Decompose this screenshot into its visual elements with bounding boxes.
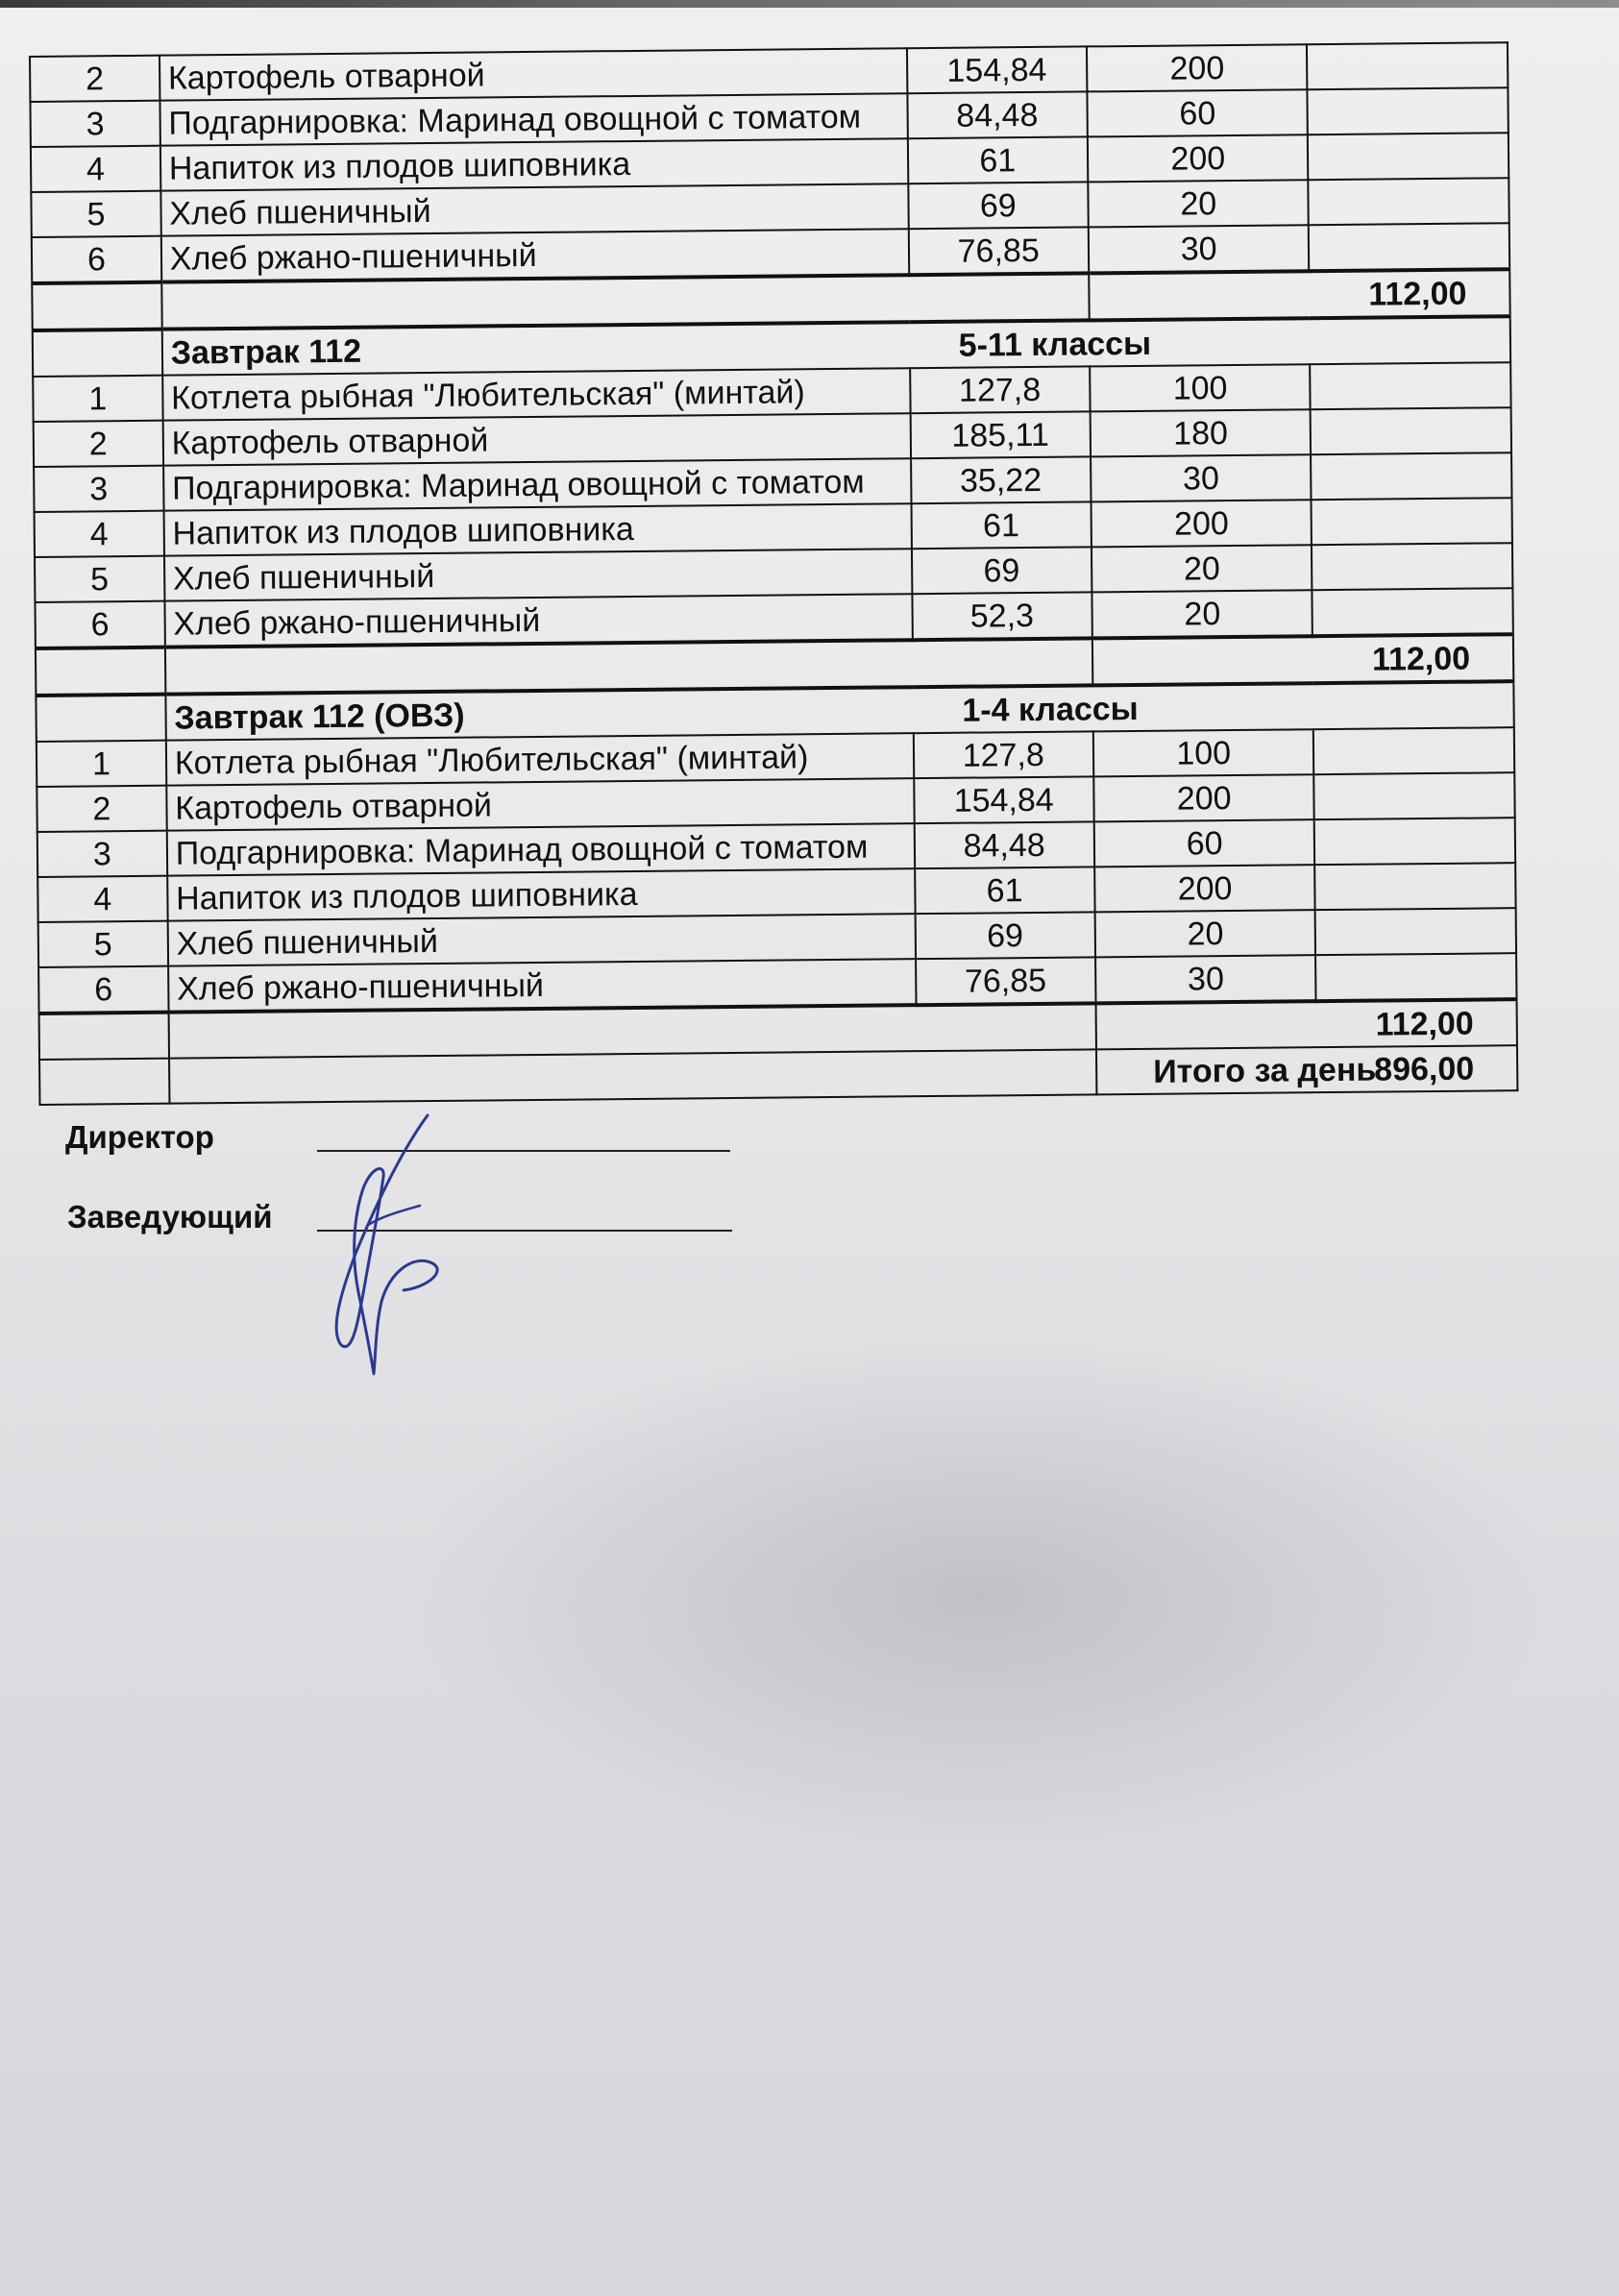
empty-cell [39,1013,169,1060]
item-name: Картофель отварной [166,778,914,830]
empty-cell [36,647,165,696]
item-number: 5 [38,921,168,967]
item-name: Хлеб пшеничный [164,549,912,600]
item-portion: 60 [1094,819,1315,867]
item-name: Картофель отварной [162,413,910,465]
item-name: Хлеб ржано-пшеничный [168,959,916,1012]
item-portion: 200 [1091,500,1312,547]
item-price: 84,48 [907,91,1088,138]
item-name: Котлета рыбная "Любительская" (минтай) [166,733,914,785]
section-subtotal: 112,00 [1092,634,1514,685]
item-portion: 100 [1093,729,1314,776]
empty-cell [1309,223,1509,271]
empty-cell [1309,178,1509,225]
item-number: 4 [37,876,167,922]
item-number: 5 [31,191,160,237]
section-subtotal: 112,00 [1089,269,1510,320]
empty-cell [32,282,161,330]
item-price: 127,8 [910,366,1091,413]
section-grades: 5-11 классы [958,325,1152,364]
item-price: 76,85 [916,957,1096,1005]
item-name: Котлета рыбная "Любительская" (минтай) [162,368,910,420]
item-number: 4 [31,146,160,192]
item-portion: 200 [1087,44,1308,91]
item-name: Хлеб ржано-пшеничный [161,229,909,281]
item-portion: 30 [1091,454,1312,501]
item-price: 84,48 [914,821,1094,868]
item-price: 52,3 [912,592,1092,640]
item-number: 2 [34,421,163,467]
empty-cell [1311,407,1511,454]
empty-cell [1307,42,1508,89]
empty-cell [1315,863,1516,910]
item-price: 69 [911,547,1092,594]
item-number: 1 [33,376,162,422]
section-title: Завтрак 112 [170,332,362,372]
item-price: 154,84 [906,46,1087,93]
lighting-shadow [404,1326,1557,1864]
item-number: 6 [38,966,168,1014]
item-name: Напиток из плодов шиповника [167,868,915,920]
item-name: Подгарнировка: Маринад овощной с томатом [159,93,907,145]
empty-cell [169,1049,1097,1103]
item-price: 76,85 [908,227,1089,275]
item-portion: 200 [1094,865,1315,912]
section-grades: 1-4 классы [962,690,1139,729]
item-number: 3 [37,831,167,877]
menu-table-body [30,42,1517,1105]
menu-table [29,41,1518,1106]
item-price: 61 [907,136,1088,183]
empty-cell [1312,543,1512,590]
item-portion: 20 [1088,180,1309,227]
item-number: 6 [35,601,164,648]
item-portion: 20 [1092,590,1312,638]
empty-cell [1311,362,1511,409]
item-name: Картофель отварной [159,48,907,100]
day-total-value: 896,00 [1374,1050,1475,1088]
handwritten-signature [312,1110,456,1379]
empty-cell [1314,818,1515,865]
empty-cell [1316,953,1517,1001]
item-portion: 20 [1092,545,1312,592]
item-number: 2 [37,786,166,832]
item-price: 185,11 [910,411,1091,458]
item-price: 69 [908,182,1089,229]
section-title: Завтрак 112 (ОВЗ) [174,696,465,737]
day-total-cell [1096,1045,1517,1094]
day-total-label: Итого за день [1153,1051,1377,1090]
item-name: Хлеб ржано-пшеничный [164,594,912,647]
empty-cell [1313,727,1514,774]
item-portion: 200 [1088,134,1309,182]
item-price: 35,22 [911,456,1092,503]
item-portion: 30 [1089,225,1310,273]
page-top-edge [0,0,1619,8]
item-number: 5 [35,556,164,602]
item-number: 3 [30,101,159,147]
item-portion: 30 [1095,955,1316,1003]
empty-cell [1312,588,1513,636]
item-number: 4 [35,511,164,557]
item-price: 154,84 [914,776,1094,823]
item-name: Подгарнировка: Маринад овощной с томатом [163,458,911,510]
item-number: 6 [32,236,161,283]
item-portion: 200 [1093,774,1314,821]
item-name: Подгарнировка: Маринад овощной с томатом [167,823,915,875]
item-number: 2 [30,56,159,102]
empty-cell [1314,772,1515,819]
manager-label: Заведующий [67,1199,273,1234]
item-portion: 60 [1087,89,1308,136]
item-name: Хлеб пшеничный [167,914,915,965]
item-name: Напиток из плодов шиповника [160,138,908,190]
item-price: 61 [915,867,1095,914]
item-price: 61 [911,501,1092,549]
section-subtotal: 112,00 [1095,999,1517,1049]
item-portion: 20 [1095,910,1316,957]
item-number: 1 [37,741,166,787]
item-number: 3 [34,466,163,512]
empty-cell [36,695,165,742]
empty-cell [1312,498,1512,545]
item-price: 127,8 [913,731,1093,778]
item-name: Хлеб пшеничный [160,183,908,235]
item-portion: 100 [1090,364,1311,411]
item-portion: 180 [1091,409,1312,456]
empty-cell [1312,452,1512,500]
empty-cell [33,330,162,377]
empty-cell [1315,908,1516,955]
empty-cell [1308,133,1509,180]
item-name: Напиток из плодов шиповника [163,503,911,555]
item-price: 69 [915,912,1095,959]
director-label: Директор [65,1119,214,1155]
empty-cell [1308,87,1509,134]
empty-cell [39,1059,169,1105]
